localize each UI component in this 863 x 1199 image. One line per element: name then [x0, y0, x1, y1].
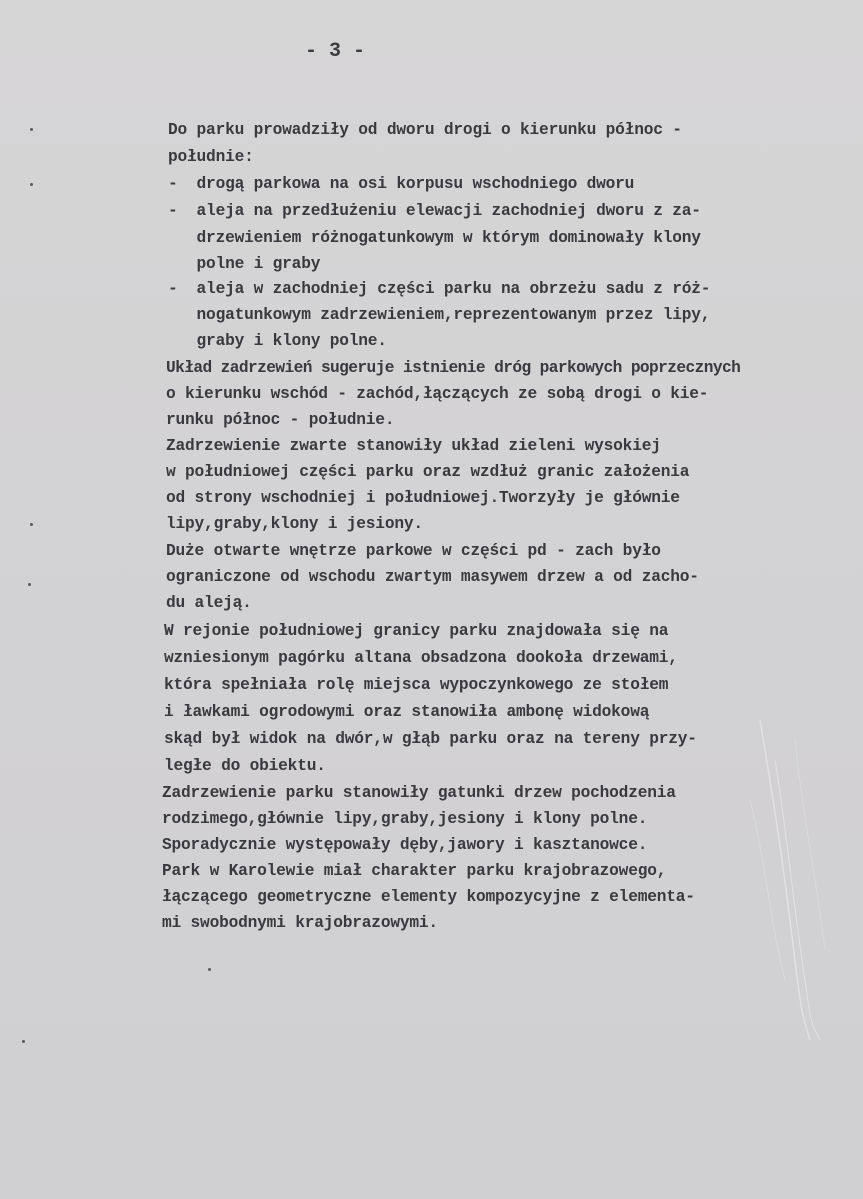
- text-line: Zadrzewienie zwarte stanowiły układ zieleni wysokiej: [166, 437, 661, 455]
- text-line: - drogą parkowa na osi korpusu wschodniego dworu: [168, 175, 635, 193]
- margin-mark: [30, 128, 33, 131]
- text-line: - aleja w zachodniej części parku na obrzeżu sadu z róż-: [168, 280, 711, 298]
- text-line: Park w Karolewie miał charakter parku krajobrazowego,: [162, 862, 667, 880]
- text-line: W rejonie południowej granicy parku znajdowała się na: [164, 622, 669, 640]
- text-line: i ławkami ogrodowymi oraz stanowiła ambonę widokową: [164, 703, 650, 721]
- text-line: ograniczone od wschodu zwartym masywem drzew a od zacho-: [166, 568, 699, 586]
- margin-mark: [28, 583, 31, 586]
- text-line: południe:: [168, 148, 254, 166]
- text-line: graby i klony polne.: [168, 332, 387, 350]
- text-line: od strony wschodniej i południowej.Tworzyły je głównie: [166, 489, 680, 507]
- text-line: Zadrzewienie parku stanowiły gatunki drzew pochodzenia: [162, 784, 676, 802]
- text-line: rodzimego,głównie lipy,graby,jesiony i klony polne.: [162, 810, 648, 828]
- text-line: o kierunku wschód - zachód,łączących ze sobą drogi o kie-: [166, 385, 709, 403]
- text-line: która spełniała rolę miejsca wypoczynkowego ze stołem: [164, 676, 669, 694]
- text-line: Sporadycznie występowały dęby,jawory i kasztanowce.: [162, 836, 648, 854]
- text-line: ległe do obiektu.: [164, 757, 326, 775]
- text-line: Duże otwarte wnętrze parkowe w części pd - zach było: [166, 542, 661, 560]
- text-line: - aleja na przedłużeniu elewacji zachodniej dworu z za-: [168, 202, 701, 220]
- margin-mark: [30, 523, 33, 526]
- text-line: skąd był widok na dwór,w głąb parku oraz na tereny przy-: [164, 730, 697, 748]
- text-line: w południowej części parku oraz wzdłuż granic założenia: [166, 463, 690, 481]
- text-line: du aleją.: [166, 594, 252, 612]
- text-line: Do parku prowadziły od dworu drogi o kierunku północ -: [168, 121, 682, 139]
- text-line: lipy,graby,klony i jesiony.: [166, 515, 423, 533]
- text-line: polne i graby: [168, 255, 321, 273]
- margin-mark: [22, 1040, 25, 1043]
- margin-mark: [208, 968, 211, 971]
- margin-mark: [30, 183, 33, 186]
- text-line: nogatunkowym zadrzewieniem,reprezentowanym przez lipy,: [168, 306, 711, 324]
- text-line: runku północ - południe.: [166, 411, 395, 429]
- text-line: wzniesionym pagórku altana obsadzona dookoła drzewami,: [164, 649, 678, 667]
- text-line: łączącego geometryczne elementy kompozycyjne z elementa-: [162, 888, 695, 906]
- page-number: - 3 -: [304, 40, 365, 63]
- text-line: drzewieniem różnogatunkowym w którym dominowały klony: [168, 229, 701, 247]
- text-line: Układ zadrzewień sugeruje istnienie dróg parkowych poprzecznych: [166, 359, 741, 377]
- paper-crease: [740, 720, 850, 1040]
- text-line: mi swobodnymi krajobrazowymi.: [162, 914, 438, 932]
